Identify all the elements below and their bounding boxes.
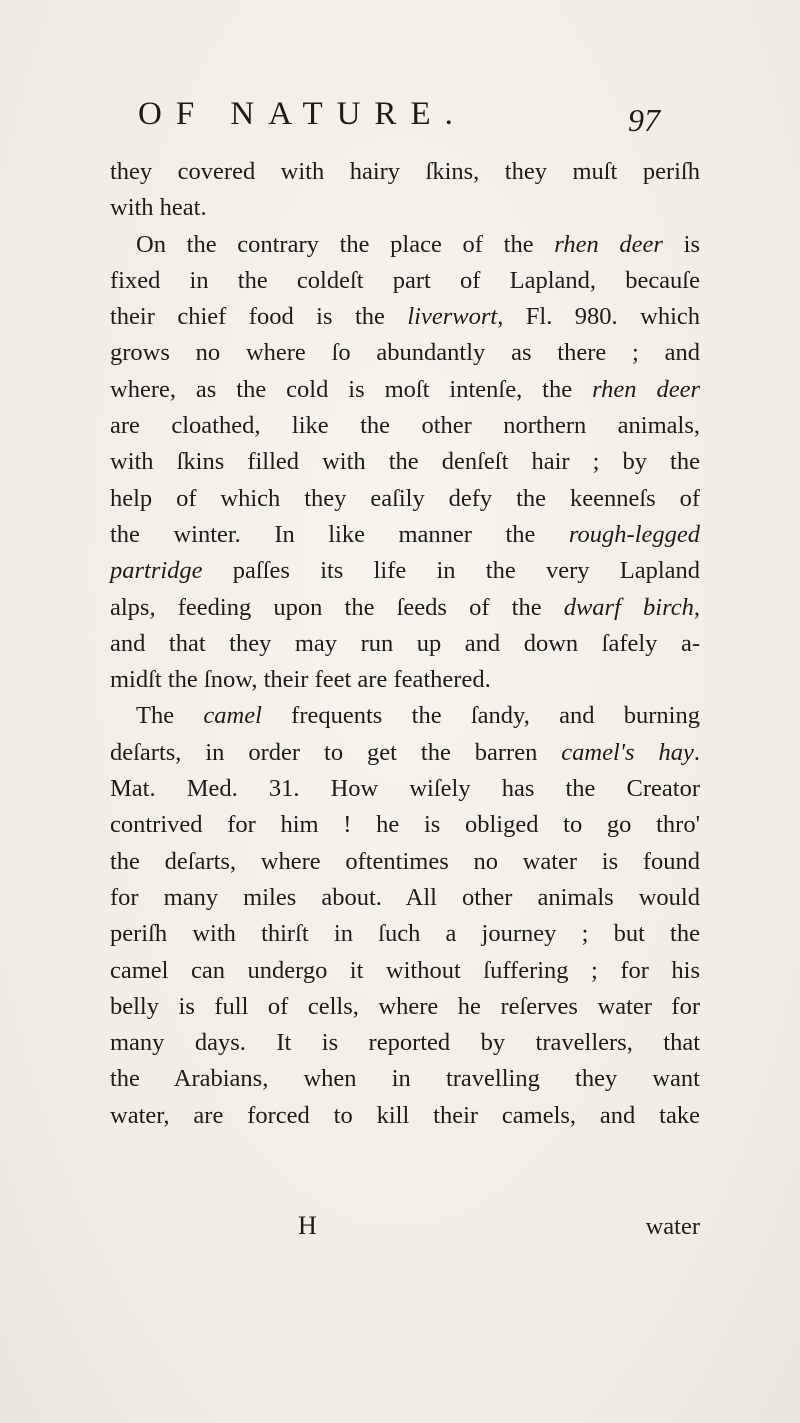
catchword: water xyxy=(645,1213,700,1240)
text-line: contrived for him ! he is obliged to go thro' xyxy=(110,811,700,839)
text-line: and that they may run up and down ſafely a- xyxy=(110,629,700,657)
text-line: Mat. Med. 31. How wiſely has the Creator xyxy=(110,775,700,803)
page-number: 97 xyxy=(628,102,660,138)
text-line: where, as the cold is moſt intenſe, the rhen deer xyxy=(110,375,701,403)
text-line: The camel frequents the ſandy, and burning xyxy=(136,702,700,730)
italic-term: liverwort xyxy=(407,303,498,331)
italic-term: rhen deer xyxy=(554,230,663,258)
signature-mark: H xyxy=(298,1211,317,1240)
text-line: their chief food is the liverwort, Fl. 980. which xyxy=(110,303,700,331)
text-line: grows no where ſo abundantly as there ; and xyxy=(110,339,700,367)
text-line: periſh with thirſt in ſuch a journey ; but the xyxy=(110,920,700,948)
page-footer xyxy=(110,1211,700,1251)
text-line: water, are forced to kill their camels, and take xyxy=(110,1101,700,1129)
italic-term: rhen deer xyxy=(592,375,701,403)
text-line: for many miles about. All other animals would xyxy=(110,883,700,911)
running-head: OF NATURE. xyxy=(138,96,467,132)
italic-term: partridge xyxy=(110,557,203,585)
page-header xyxy=(138,96,658,144)
text-line: fixed in the coldeſt part of Lapland, becauſe xyxy=(110,266,700,294)
text-line: the winter. In like manner the rough-legged xyxy=(110,520,700,548)
body-text xyxy=(110,154,700,1134)
text-line: the Arabians, when in travelling they want xyxy=(110,1065,700,1093)
italic-term: rough-legged xyxy=(568,520,700,548)
text-line: are cloathed, like the other northern animals, xyxy=(110,412,700,440)
italic-term: camel xyxy=(203,702,262,730)
text-line: deſarts, in order to get the barren camel's hay. xyxy=(110,738,700,766)
text-line: with ſkins filled with the denſeſt hair ; by the xyxy=(110,448,700,476)
text-line: they covered with hairy ſkins, they muſt periſh xyxy=(110,158,700,185)
text-line: On the contrary the place of the rhen deer is xyxy=(136,230,701,258)
text-line: belly is full of cells, where he reſerves water for xyxy=(110,992,700,1020)
italic-term: camel's hay xyxy=(561,738,694,766)
text-line: partridge paſſes its life in the very Lapland xyxy=(110,557,700,585)
text-line: with heat. xyxy=(110,194,207,222)
text-line: alps, feeding upon the ſeeds of the dwarf birch, xyxy=(110,593,700,621)
text-line: many days. It is reported by travellers, that xyxy=(110,1029,700,1057)
text-line: the deſarts, where oftentimes no water is found xyxy=(110,847,700,875)
italic-term: dwarf birch xyxy=(563,593,694,621)
text-line: camel can undergo it without ſuffering ; for his xyxy=(110,956,700,984)
text-line: help of which they eaſily defy the keenneſs of xyxy=(110,484,700,512)
text-line: midſt the ſnow, their feet are feathered. xyxy=(110,666,491,694)
